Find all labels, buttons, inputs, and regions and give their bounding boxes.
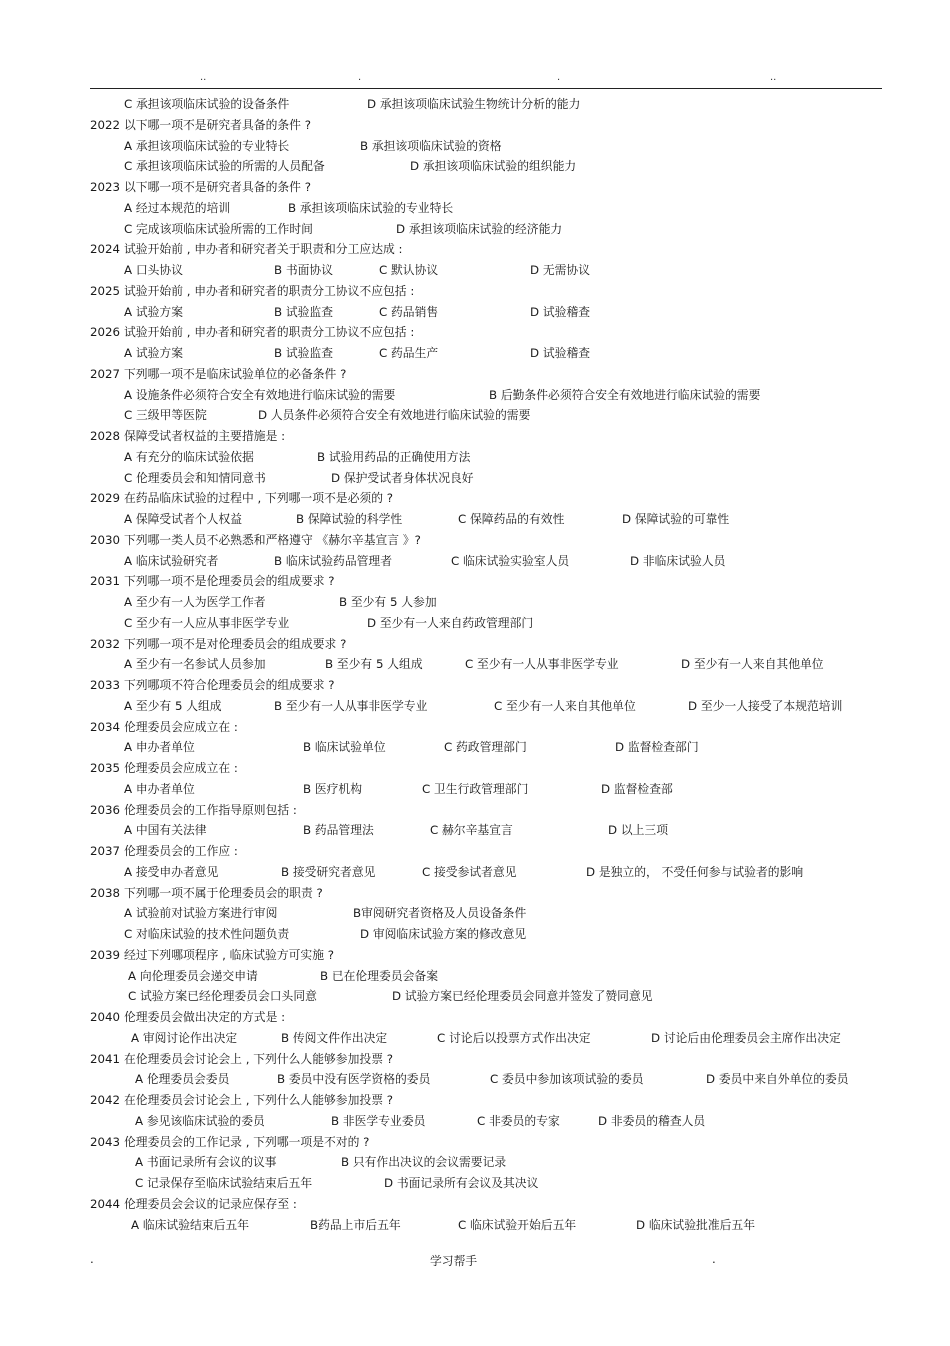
answer-option: D 试验方案已经伦理委员会同意并签发了赞同意见 [392, 989, 653, 1004]
question-row [0, 800, 950, 821]
question-text: 下列哪一类人员不必熟悉和严格遵守 《赫尔辛基宣言 》? [124, 532, 421, 547]
option-row [0, 820, 950, 841]
question-text: 试验开始前 , 申办者和研究者的职责分工协议不应包括 : [124, 325, 415, 340]
question-number: 2039 [90, 947, 121, 962]
question-row [0, 675, 950, 696]
question-row [0, 758, 950, 779]
answer-option: C 委员中参加该项试验的委员 [490, 1072, 644, 1087]
question-row [0, 177, 950, 198]
answer-option: C 记录保存至临床试验结束后五年 [135, 1176, 313, 1190]
question-text: 以下哪一项不是研究者具备的条件 ? [124, 180, 311, 194]
option-row [0, 654, 950, 675]
option-row [0, 94, 950, 115]
answer-option: D 委员中来自外单位的委员 [706, 1072, 849, 1087]
answer-option: B 传阅文件作出决定 [281, 1030, 388, 1045]
answer-option: A 申办者单位 [124, 781, 195, 796]
question-number: 2026 [90, 325, 121, 340]
answer-option: A 书面记录所有会议的议事 [135, 1155, 277, 1170]
answer-option: A 审阅讨论作出决定 [131, 1030, 238, 1045]
answer-option: A 伦理委员会委员 [135, 1072, 230, 1087]
answer-option: A 接受申办者意见 [124, 864, 219, 879]
footer-title: 学习帮手 [430, 1254, 478, 1268]
question-number: 2023 [90, 180, 121, 194]
question-text: 在伦理委员会讨论会上 , 下列什么人能够参加投票 ? [124, 1093, 393, 1107]
question-text: 伦理委员会做出决定的方式是 : [124, 1010, 286, 1024]
question-number: 2028 [90, 429, 121, 443]
question-number: 2029 [90, 491, 121, 506]
question-row [0, 530, 950, 551]
option-row [0, 1111, 950, 1132]
answer-option: B 承担该项临床试验的资格 [360, 138, 502, 153]
question-row [0, 322, 950, 343]
answer-option: A 保障受试者个人权益 [124, 512, 242, 526]
answer-option: A 中国有关法律 [124, 823, 207, 838]
question-number: 2044 [90, 1196, 121, 1211]
question-text: 伦理委员会的工作应 : [124, 844, 238, 858]
answer-option: B 承担该项临床试验的专业特长 [288, 200, 454, 215]
question-list [0, 94, 950, 1235]
answer-option: A 承担该项临床试验的专业特长 [124, 138, 290, 153]
answer-option: D 非临床试验人员 [630, 553, 726, 568]
question-text: 伦理委员会应成立在 : [124, 719, 238, 734]
question-text: 下列哪一项不属于伦理委员会的职责 ? [124, 885, 323, 900]
header-mark: .. [200, 72, 207, 83]
answer-option: C 非委员的专家 [477, 1113, 560, 1128]
question-row [0, 1007, 950, 1028]
answer-option: D 以上三项 [608, 823, 669, 838]
answer-option: A 有充分的临床试验依据 [124, 449, 254, 464]
answer-option: D 书面记录所有会议及其决议 [384, 1176, 539, 1190]
answer-option: D 至少有一人来自其他单位 [681, 657, 824, 672]
answer-option: C 伦理委员会和知情同意书 [124, 470, 266, 485]
option-row [0, 447, 950, 468]
question-text: 伦理委员会的工作指导原则包括 : [124, 802, 297, 817]
answer-option: D 至少有一人来自药政管理部门 [367, 615, 534, 630]
question-text: 以下哪一项不是研究者具备的条件 ? [124, 117, 311, 132]
answer-option: B 至少有 5 人组成 [325, 657, 423, 672]
question-row [0, 883, 950, 904]
answer-option: A 临床试验研究者 [124, 553, 219, 568]
question-text: 下列哪一项不是临床试验单位的必备条件 ? [124, 366, 347, 381]
answer-option: C 临床试验实验室人员 [451, 553, 570, 568]
answer-option: C 默认协议 [379, 263, 439, 277]
question-row [0, 1194, 950, 1215]
answer-option: C 卫生行政管理部门 [422, 781, 529, 796]
option-row [0, 1173, 950, 1194]
footer-right: . [712, 1252, 716, 1266]
answer-option: A 试验前对试验方案进行审阅 [124, 906, 278, 921]
question-row [0, 281, 950, 302]
option-row [0, 592, 950, 613]
answer-option: C 保障药品的有效性 [458, 512, 565, 526]
option-row [0, 509, 950, 530]
answer-option: B 试验监查 [274, 346, 334, 360]
question-number: 2025 [90, 283, 121, 298]
question-row [0, 571, 950, 592]
question-number: 2038 [90, 885, 121, 900]
option-row [0, 779, 950, 800]
question-row [0, 634, 950, 655]
answer-option: C 承担该项临床试验的设备条件 [124, 97, 290, 111]
answer-option: A 至少有一名参试人员参加 [124, 657, 266, 672]
option-row [0, 1028, 950, 1049]
question-number: 2034 [90, 719, 121, 734]
question-row [0, 945, 950, 966]
question-number: 2032 [90, 636, 121, 651]
answer-option: D 审阅临床试验方案的修改意见 [360, 927, 527, 941]
answer-option: D 至少一人接受了本规范培训 [688, 698, 843, 713]
option-row [0, 613, 950, 634]
answer-option: C 讨论后以投票方式作出决定 [437, 1030, 591, 1045]
option-row [0, 405, 950, 426]
question-text: 下列哪项不符合伦理委员会的组成要求 ? [124, 678, 335, 692]
question-number: 2035 [90, 761, 121, 775]
question-row [0, 1049, 950, 1070]
answer-option: D 讨论后由伦理委员会主席作出决定 [651, 1030, 841, 1045]
option-row [0, 551, 950, 572]
answer-option: C 药品生产 [379, 346, 439, 360]
answer-option: C 至少有一人从事非医学专业 [465, 657, 619, 672]
answer-option: A 试验方案 [124, 346, 184, 360]
answer-option: B 药品管理法 [303, 823, 374, 838]
answer-option: A 临床试验结束后五年 [131, 1217, 249, 1232]
answer-option: B药品上市后五年 [310, 1217, 401, 1232]
answer-option: D 承担该项临床试验的组织能力 [410, 159, 577, 174]
answer-option: D 承担该项临床试验的经济能力 [396, 221, 563, 236]
answer-option: D 无需协议 [530, 263, 591, 277]
option-row [0, 966, 950, 987]
answer-option: B 只有作出决议的会议需要记录 [341, 1155, 507, 1170]
question-row [0, 239, 950, 260]
question-row [0, 841, 950, 862]
answer-option: C 赫尔辛基宣言 [430, 823, 513, 838]
question-number: 2024 [90, 242, 121, 257]
answer-option: B审阅研究者资格及人员设备条件 [353, 906, 527, 921]
answer-option: A 至少有一人为医学工作者 [124, 595, 266, 609]
option-row [0, 924, 950, 945]
option-row [0, 1152, 950, 1173]
option-row [0, 696, 950, 717]
answer-option: D 保障试验的可靠性 [622, 512, 730, 526]
answer-option: A 口头协议 [124, 263, 184, 277]
option-row [0, 260, 950, 281]
answer-option: A 至少有 5 人组成 [124, 698, 222, 713]
answer-option: B 试验监查 [274, 304, 334, 319]
answer-option: C 药品销售 [379, 304, 439, 319]
answer-option: C 临床试验开始后五年 [458, 1217, 577, 1232]
option-row [0, 468, 950, 489]
question-number: 2022 [90, 117, 121, 132]
answer-option: C 接受参试者意见 [422, 864, 517, 879]
answer-option: D 试验稽查 [530, 304, 591, 319]
answer-option: B 医疗机构 [303, 781, 363, 796]
question-text: 伦理委员会的工作记录 , 下列哪一项是不对的 ? [124, 1134, 370, 1149]
question-text: 试验开始前 , 申办者和研究者的职责分工协议不应包括 : [124, 283, 415, 298]
question-text: 伦理委员会应成立在 : [124, 761, 238, 775]
question-text: 经过下列哪项程序 , 临床试验方可实施 ? [124, 947, 335, 962]
answer-option: B 保障试验的科学性 [296, 512, 403, 526]
question-number: 2043 [90, 1134, 121, 1149]
answer-option: B 临床试验单位 [303, 740, 386, 755]
option-row [0, 1215, 950, 1236]
option-row [0, 136, 950, 157]
answer-option: A 设施条件必须符合安全有效地进行临床试验的需要 [124, 387, 396, 402]
question-row [0, 717, 950, 738]
question-row [0, 115, 950, 136]
answer-option: C 至少有一人来自其他单位 [494, 698, 636, 713]
answer-option: B 委员中没有医学资格的委员 [277, 1072, 431, 1087]
answer-option: B 接受研究者意见 [281, 864, 376, 879]
answer-option: C 药政管理部门 [444, 740, 527, 755]
answer-option: D 承担该项临床试验生物统计分析的能力 [367, 97, 581, 111]
question-text: 试验开始前 , 申办者和研究者关于职责和分工应达成 : [124, 242, 403, 257]
answer-option: B 试验用药品的正确使用方法 [317, 449, 471, 464]
question-text: 下列哪一项不是对伦理委员会的组成要求 ? [124, 636, 347, 651]
question-text: 伦理委员会会议的记录应保存至 : [124, 1196, 297, 1211]
answer-option: D 试验稽查 [530, 346, 591, 360]
answer-option: B 已在伦理委员会备案 [320, 968, 439, 983]
option-row [0, 198, 950, 219]
answer-option: B 非医学专业委员 [331, 1113, 426, 1128]
question-number: 2041 [90, 1051, 121, 1066]
question-text: 在药品临床试验的过程中 , 下列哪一项不是必须的 ? [124, 491, 393, 506]
option-row [0, 385, 950, 406]
answer-option: D 临床试验批准后五年 [636, 1217, 756, 1232]
question-row [0, 426, 950, 447]
answer-option: C 对临床试验的技术性问题负责 [124, 927, 290, 941]
header-mark: .. [770, 72, 777, 83]
question-number: 2040 [90, 1010, 121, 1024]
question-text: 在伦理委员会讨论会上 , 下列什么人能够参加投票 ? [124, 1051, 393, 1066]
header-rule [90, 88, 882, 89]
answer-option: B 书面协议 [274, 263, 334, 277]
answer-option: A 向伦理委员会递交申请 [128, 968, 258, 983]
question-number: 2027 [90, 366, 121, 381]
answer-option: C 至少有一人应从事非医学专业 [124, 615, 290, 630]
option-row [0, 343, 950, 364]
answer-option: D 监督检查部门 [615, 740, 699, 755]
question-text: 下列哪一项不是伦理委员会的组成要求 ? [124, 574, 335, 589]
option-row [0, 737, 950, 758]
header-mark: . [358, 72, 362, 83]
question-number: 2033 [90, 678, 121, 692]
option-row [0, 1069, 950, 1090]
answer-option: B 至少有 5 人参加 [339, 595, 437, 609]
question-row [0, 1132, 950, 1153]
answer-option: D 保护受试者身体状况良好 [331, 470, 474, 485]
question-row [0, 364, 950, 385]
option-row [0, 219, 950, 240]
question-text: 保障受试者权益的主要措施是 : [124, 429, 286, 443]
question-row [0, 488, 950, 509]
answer-option: B 后勤条件必须符合安全有效地进行临床试验的需要 [489, 387, 761, 402]
page-footer [0, 1252, 950, 1270]
question-number: 2031 [90, 574, 121, 589]
answer-option: B 至少有一人从事非医学专业 [274, 698, 428, 713]
option-row [0, 302, 950, 323]
option-row [0, 156, 950, 177]
answer-option: D 人员条件必须符合安全有效地进行临床试验的需要 [258, 408, 531, 423]
answer-option: A 参见该临床试验的委员 [135, 1113, 265, 1128]
question-number: 2037 [90, 844, 121, 858]
answer-option: D 非委员的稽查人员 [598, 1113, 706, 1128]
footer-left: . [90, 1252, 94, 1266]
answer-option: D 是独立的， 不受任何参与试验者的影响 [586, 864, 804, 879]
answer-option: C 试验方案已经伦理委员会口头同意 [128, 989, 317, 1004]
answer-option: B 临床试验药品管理者 [274, 553, 393, 568]
answer-option: A 试验方案 [124, 304, 184, 319]
option-row [0, 986, 950, 1007]
question-number: 2030 [90, 532, 121, 547]
answer-option: C 完成该项临床试验所需的工作时间 [124, 221, 313, 236]
answer-option: D 监督检查部 [601, 781, 673, 796]
answer-option: C 三级甲等医院 [124, 408, 207, 423]
page-header-marks [0, 72, 950, 86]
answer-option: C 承担该项临床试验的所需的人员配备 [124, 159, 325, 174]
answer-option: A 申办者单位 [124, 740, 195, 755]
question-number: 2042 [90, 1093, 121, 1107]
header-mark: . [557, 72, 561, 83]
option-row [0, 862, 950, 883]
question-row [0, 1090, 950, 1111]
question-number: 2036 [90, 802, 121, 817]
option-row [0, 903, 950, 924]
answer-option: A 经过本规范的培训 [124, 200, 231, 215]
